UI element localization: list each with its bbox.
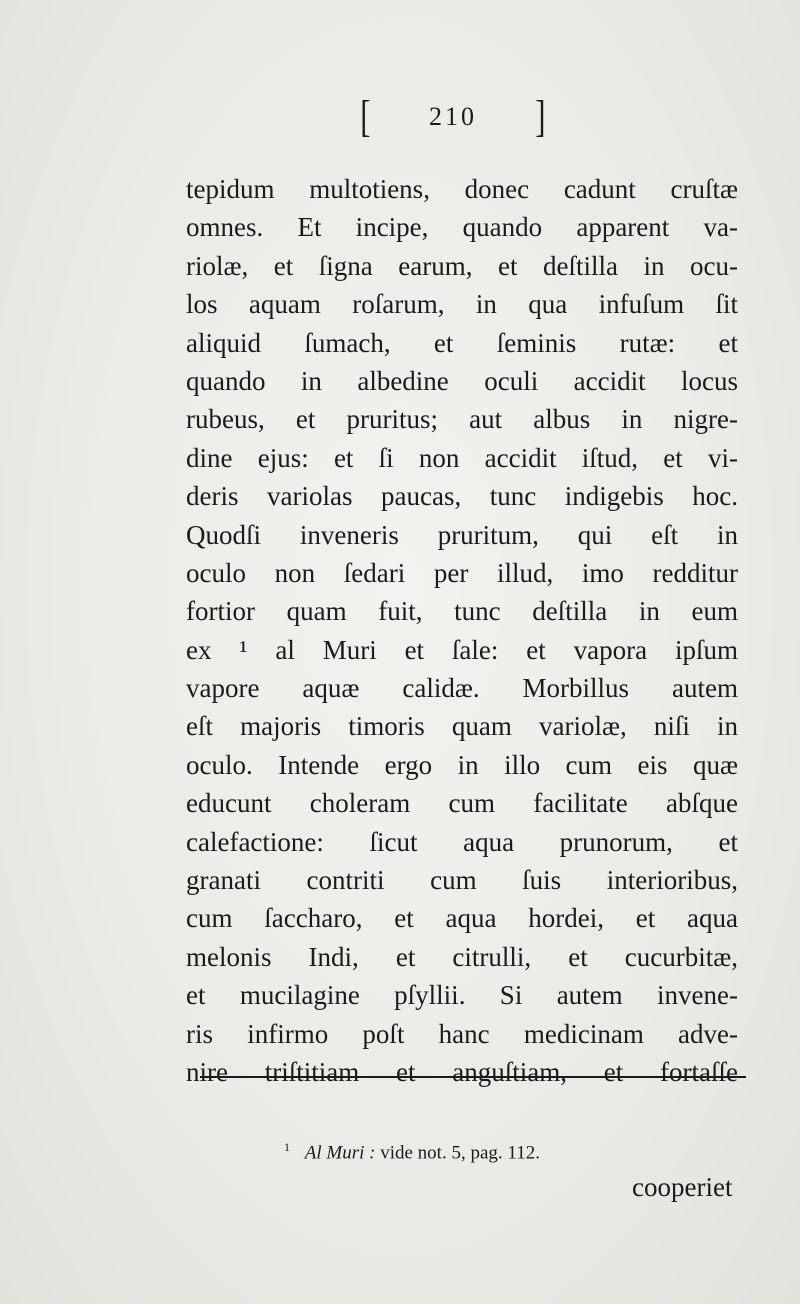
text-line: et mucilagine pſyllii. Si autem invene-	[186, 980, 738, 1011]
page-number: 210	[429, 102, 477, 131]
text-line: vapore aquæ calidæ. Morbillus autem	[186, 673, 738, 704]
text-line: rubeus, et pruritus; aut albus in nigre-	[186, 404, 738, 435]
text-line: riolæ, et ſigna earum, et deſtilla in ocu-	[186, 250, 738, 281]
text-line: aliquid ſumach, et ſeminis rutæ: et	[186, 327, 738, 358]
text-line: nire triſtitiam et anguſtiam, et fortaſſe	[186, 1056, 738, 1087]
footnote-term: Al Muri :	[304, 1142, 376, 1164]
text-line: eſt majoris timoris quam variolæ, niſi in	[186, 711, 738, 742]
text-line: los aquam roſarum, in qua infuſum ſit	[186, 289, 738, 320]
text-line: deris variolas paucas, tunc indigebis hoc.	[186, 481, 738, 512]
footnote-reference: vide not. 5, pag. 112.	[380, 1142, 540, 1164]
body-text	[186, 170, 738, 1091]
text-line: granati contriti cum ſuis interioribus,	[186, 865, 738, 896]
text-line: quando in albedine oculi accidit locus	[186, 365, 738, 396]
text-line: melonis Indi, et citrulli, et cucurbitæ,	[186, 941, 738, 972]
text-line: tepidum multotiens, donec cadunt cruſtæ	[186, 174, 738, 204]
header-bracket-open: [	[360, 92, 371, 141]
footnote	[284, 1140, 540, 1164]
text-line: oculo non ſedari per illud, imo redditur	[186, 557, 738, 588]
text-line: calefactione: ſicut aqua prunorum, et	[186, 826, 738, 857]
footnote-divider	[200, 1076, 746, 1078]
text-line: omnes. Et incipe, quando apparent va-	[186, 212, 738, 243]
header-bracket-close: ]	[535, 92, 546, 141]
text-line: educunt choleram cum facilitate abſque	[186, 788, 738, 819]
text-line: Quodſi inveneris pruritum, qui eſt in	[186, 519, 738, 550]
page-header	[358, 92, 548, 142]
text-line: dine ejus: et ſi non accidit iſtud, et vi-	[186, 442, 738, 473]
text-line: ris infirmo poſt hanc medicinam adve-	[186, 1018, 738, 1049]
text-line: fortior quam fuit, tunc deſtilla in eum	[186, 596, 738, 627]
text-line: cum ſaccharo, et aqua hordei, et aqua	[186, 903, 738, 934]
footnote-marker: 1	[284, 1140, 290, 1154]
text-line: oculo. Intende ergo in illo cum eis quæ	[186, 749, 738, 780]
catchword: cooperiet	[632, 1172, 733, 1202]
text-line: ex ¹ al Muri et ſale: et vapora ipſum	[186, 634, 738, 665]
